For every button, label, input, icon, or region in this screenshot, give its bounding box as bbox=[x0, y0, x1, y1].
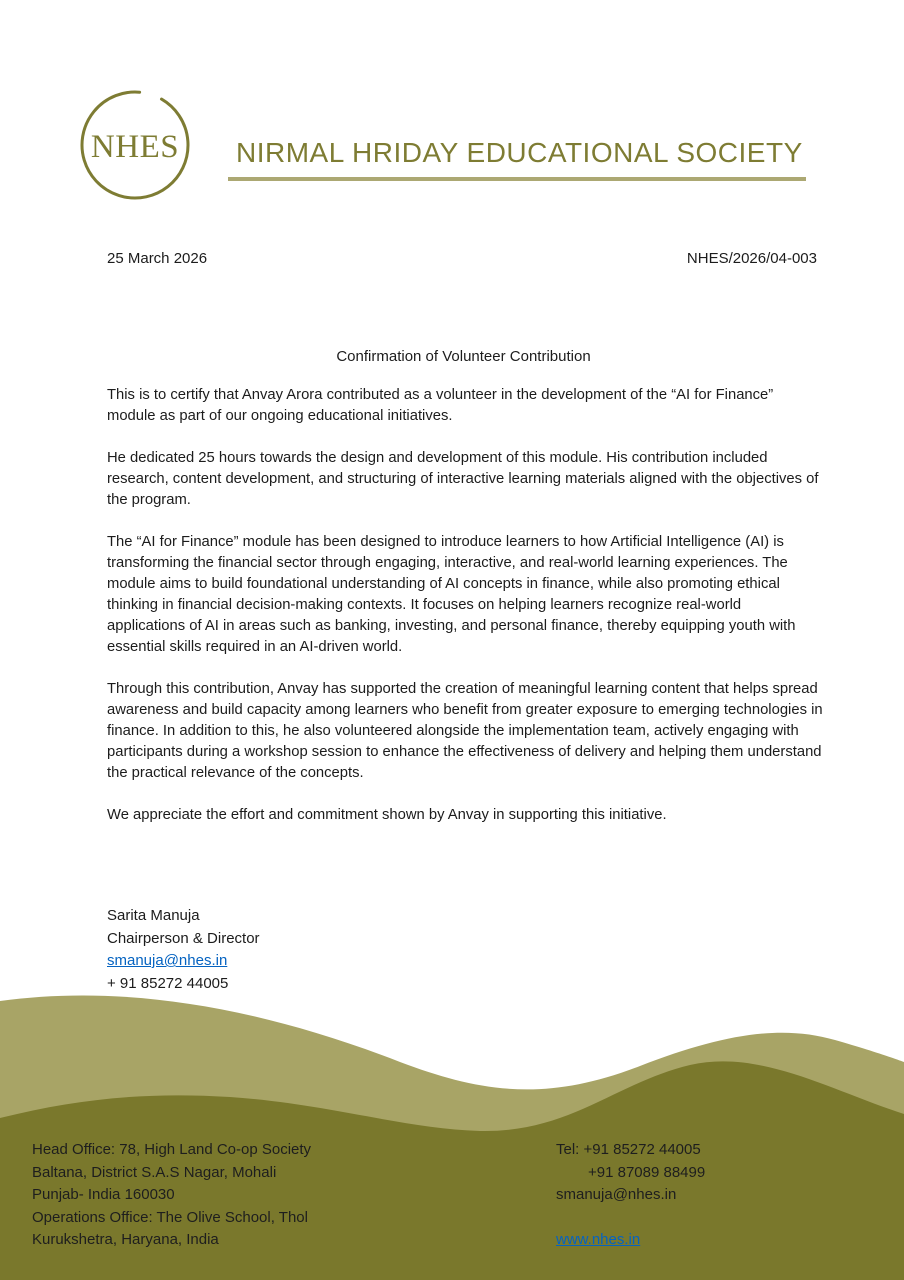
signatory-phone: + 91 85272 44005 bbox=[107, 974, 229, 992]
footer-website-link[interactable]: www.nhes.in bbox=[556, 1231, 641, 1248]
footer-address-line: Punjab- India 160030 bbox=[32, 1186, 175, 1203]
footer-address-block bbox=[32, 1139, 311, 1252]
signatory-email-link[interactable]: smanuja@nhes.in bbox=[107, 952, 228, 969]
letter-subject: Confirmation of Volunteer Contribution bbox=[336, 348, 591, 365]
title-underline-rule bbox=[228, 177, 806, 181]
letter-body bbox=[107, 385, 823, 847]
footer-phone-primary: Tel: +91 85272 44005 bbox=[556, 1141, 701, 1158]
logo-text: NHES bbox=[90, 129, 180, 165]
footer-contact-block bbox=[556, 1139, 705, 1252]
footer-address-line: Baltana, District S.A.S Nagar, Mohali bbox=[32, 1163, 277, 1181]
meta-row bbox=[107, 250, 817, 267]
paragraph-contribution-impact: Through this contribution, Anvay has supported the creation of meaningful learning content that helps spread awareness and build capacity among learners who benefit from greater exposure to emerging technologies in finance. In addition to this, he also volunteered alongside the implementation team, actively engaging with participants during a workshop session to enhance the effectiveness of delivery and helping them understand the practical relevance of the concepts. bbox=[107, 681, 823, 781]
letter-date: 25 March 2026 bbox=[107, 250, 208, 267]
org-name-title: NIRMAL HRIDAY EDUCATIONAL SOCIETY bbox=[236, 137, 803, 168]
paragraph-certification: This is to certify that Anvay Arora contributed as a volunteer in the development of the “AI for Finance” module as part of our ongoing educational initiatives. bbox=[107, 387, 774, 424]
nhes-logo bbox=[78, 88, 194, 204]
signature-block bbox=[107, 905, 260, 995]
signatory-title: Chairperson & Director bbox=[107, 929, 260, 947]
signatory-name: Sarita Manuja bbox=[107, 907, 200, 924]
paragraph-module-description: The “AI for Finance” module has been designed to introduce learners to how Artificial Intelligence (AI) is transforming the financial sector through engaging, interactive, and real-world learning experiences. The module aims to build foundational understanding of AI concepts in finance, while also promoting ethical thinking in financial decision-making contexts. It focuses on helping learners recognize real-world applications of AI in areas such as banking, investing, and personal finance, thereby equipping youth with essential skills required in an AI-driven world. bbox=[107, 534, 796, 655]
paragraph-hours-dedicated: He dedicated 25 hours towards the design and development of this module. His contribution included research, content development, and structuring of interactive learning materials aligned with the objectives of the program. bbox=[107, 450, 819, 508]
footer-address-line: Operations Office: The Olive School, Thol bbox=[32, 1208, 308, 1226]
footer-email: smanuja@nhes.in bbox=[556, 1186, 677, 1203]
footer-address-line: Kurukshetra, Haryana, India bbox=[32, 1231, 219, 1248]
footer-phone-secondary: +91 87089 88499 bbox=[588, 1163, 706, 1181]
paragraph-appreciation: We appreciate the effort and commitment shown by Anvay in supporting this initiative. bbox=[107, 807, 667, 823]
letter-reference-number: NHES/2026/04-003 bbox=[686, 250, 817, 267]
footer-address-line: Head Office: 78, High Land Co-op Society bbox=[32, 1141, 312, 1158]
